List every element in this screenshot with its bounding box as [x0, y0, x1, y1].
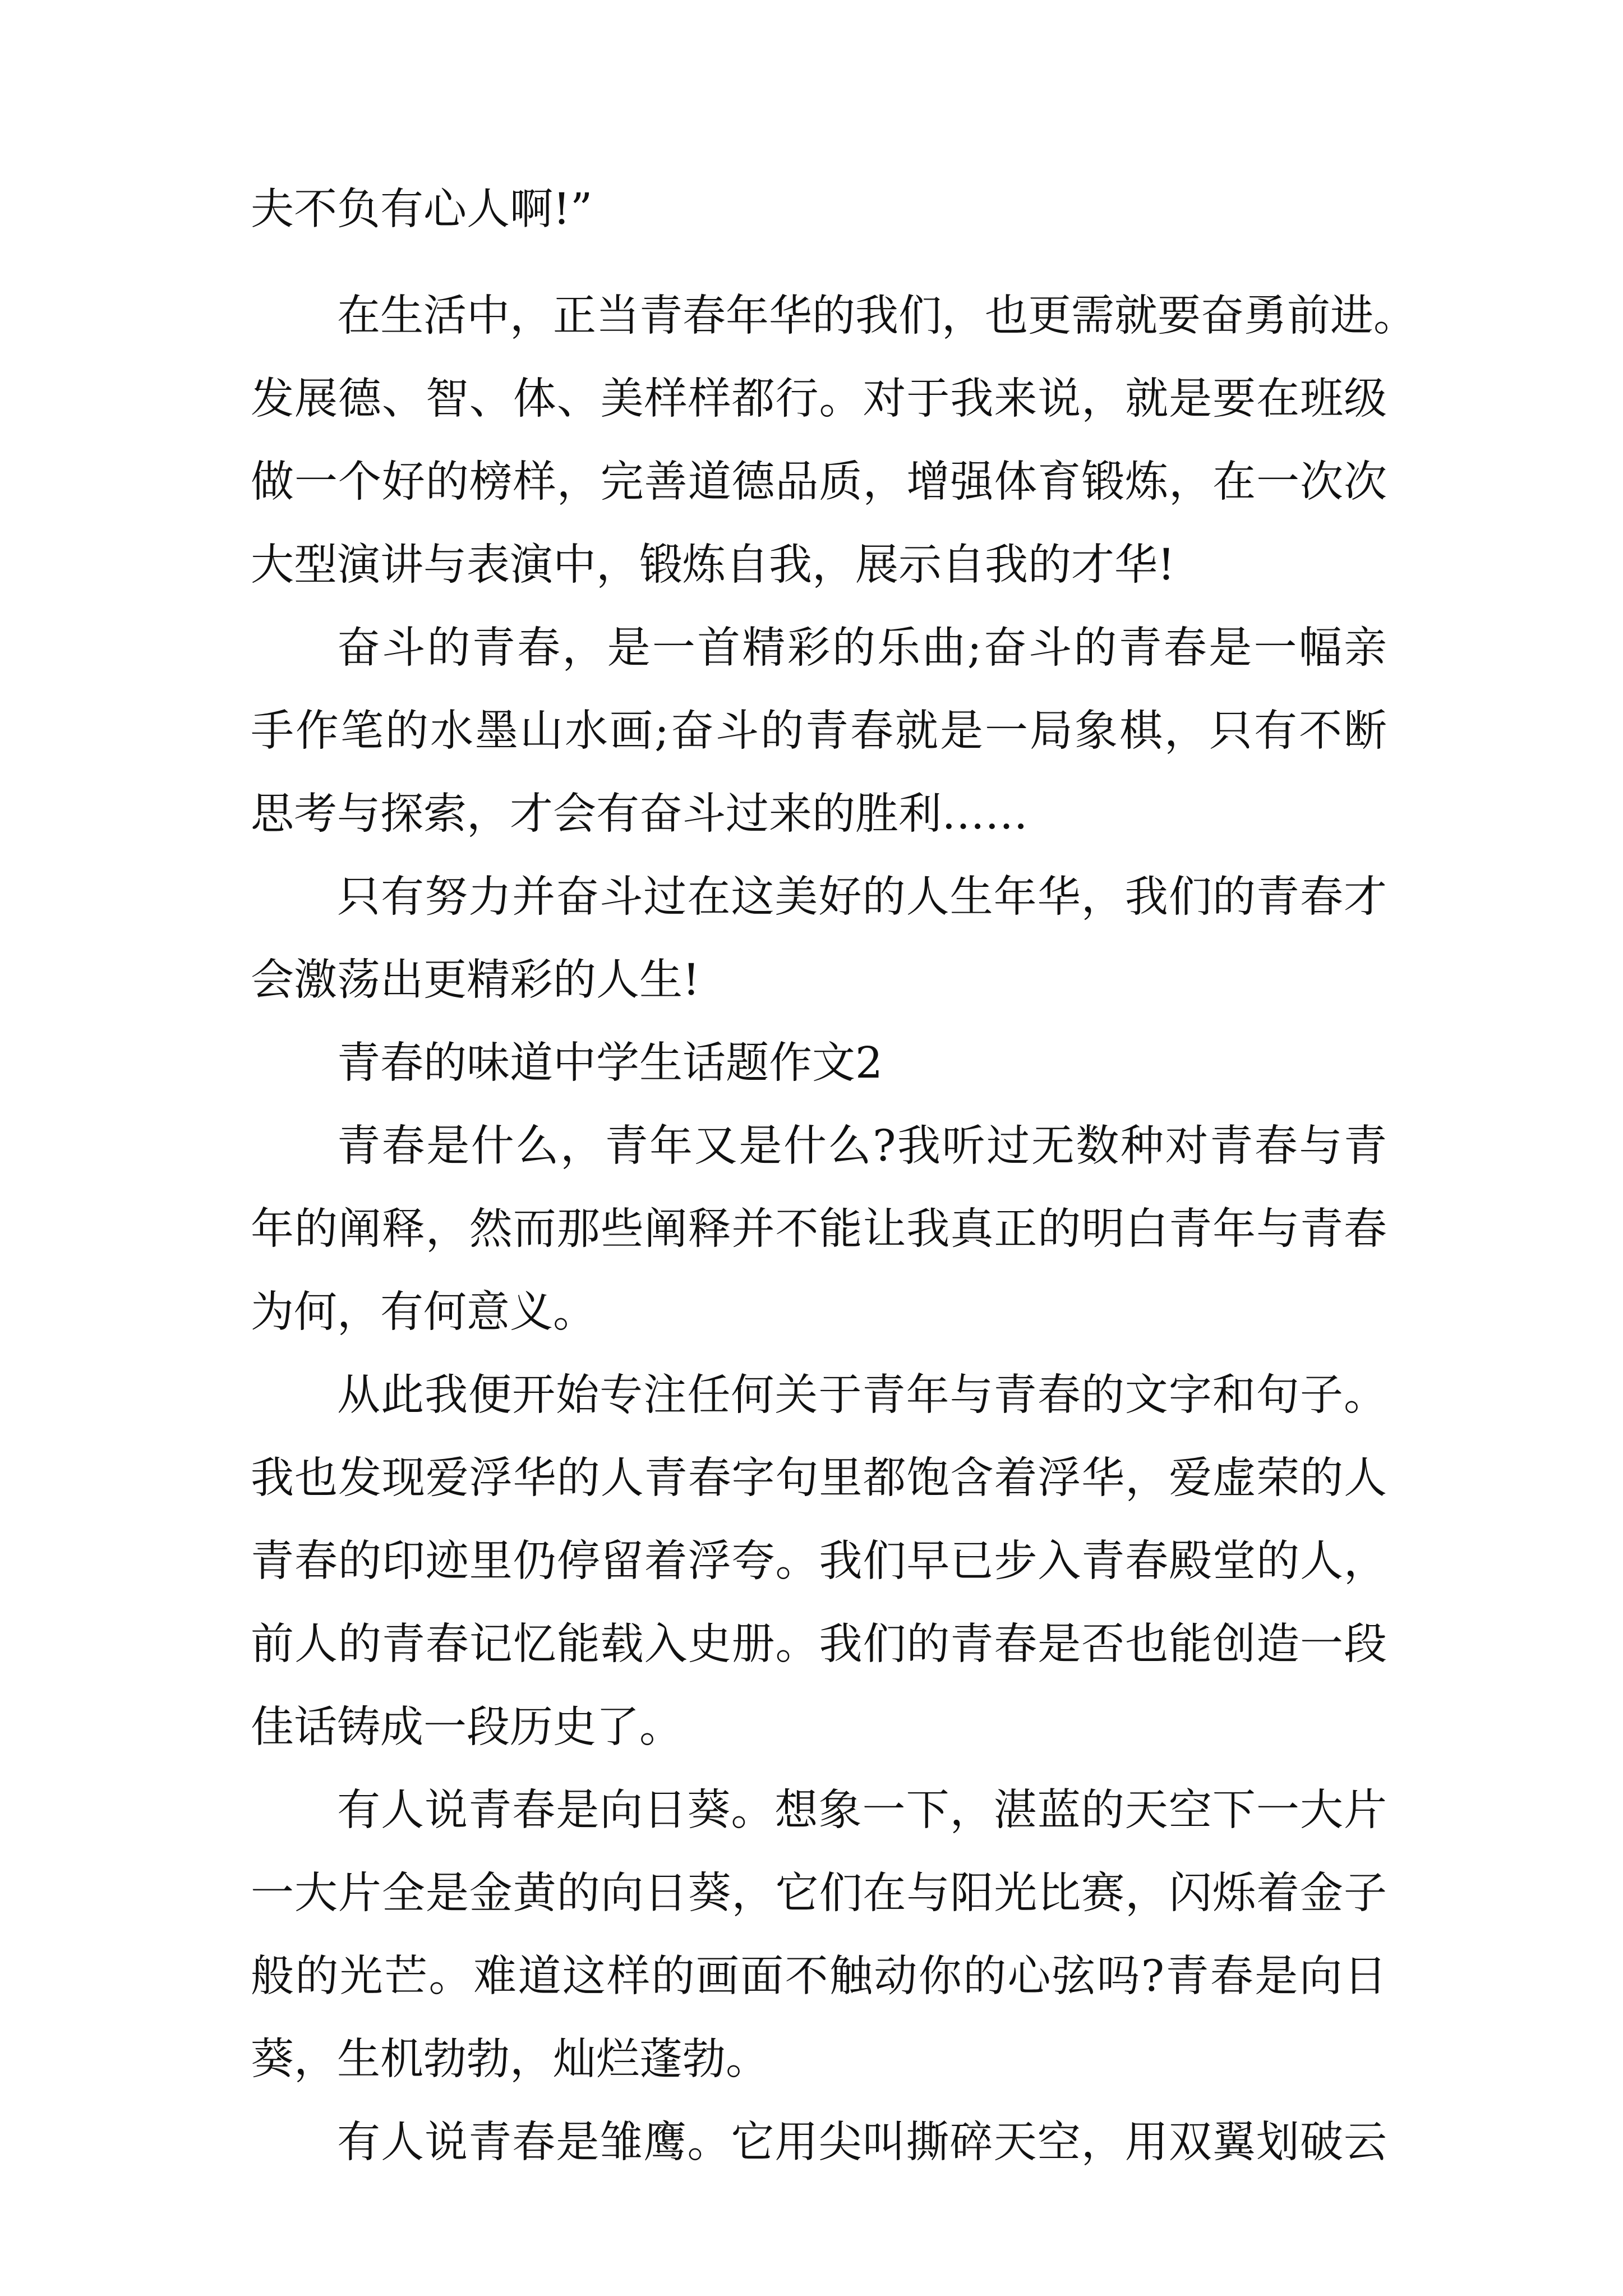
paragraph [251, 1105, 1387, 1354]
document-body [251, 168, 1417, 2184]
paragraph [251, 2101, 1387, 2184]
text-line: 青春是什么，青年又是什么?我听过无数种对青春与青 [337, 1121, 1387, 1171]
text-line: 从此我便开始专注任何关于青年与青春的文字和句子。 [337, 1370, 1387, 1420]
text-line: 夫不负有心人啊!” [251, 185, 593, 234]
text-line: 青春的印迹里仍停留着浮夸。我们早已步入青春殿堂的人， [251, 1536, 1387, 1586]
text-line: 手作笔的水墨山水画;奋斗的青春就是一局象棋，只有不断 [251, 706, 1387, 756]
text-line: 年的阐释，然而那些阐释并不能让我真正的明白青年与青春 [251, 1204, 1387, 1254]
text-line: 会激荡出更精彩的人生! [251, 955, 700, 1005]
text-line: 发展德、智、体、美样样都行。对于我来说，就是要在班级 [251, 374, 1387, 424]
text-line: 葵，生机勃勃，灿烂蓬勃。 [251, 2035, 769, 2085]
text-line: 前人的青春记忆能载入史册。我们的青春是否也能创造一段 [251, 1619, 1387, 1669]
text-line: 只有努力并奋斗过在这美好的人生年华，我们的青春才 [337, 872, 1387, 922]
text-line: 般的光芒。难道这样的画面不触动你的心弦吗?青春是向日 [251, 1952, 1387, 2001]
paragraph-continuation [251, 168, 1387, 251]
text-line: 大型演讲与表演中，锻炼自我，展示自我的才华! [251, 540, 1175, 590]
text-line: 为何，有何意义。 [251, 1287, 596, 1337]
paragraph [251, 1769, 1387, 2101]
paragraph [251, 1354, 1387, 1769]
text-line: 奋斗的青春，是一首精彩的乐曲;奋斗的青春是一幅亲 [337, 623, 1387, 673]
text-line: 佳话铸成一段历史了。 [251, 1703, 683, 1752]
text-line: 我也发现爱浮华的人青春字句里都饱含着浮华，爱虚荣的人 [251, 1453, 1387, 1503]
text-line: 有人说青春是向日葵。想象一下，湛蓝的天空下一大片 [337, 1786, 1387, 1835]
section-heading-text: 青春的味道中学生话题作文2 [337, 1038, 883, 1088]
text-line: 做一个好的榜样，完善道德品质，增强体育锻炼，在一次次 [251, 457, 1387, 507]
paragraph [251, 275, 1417, 607]
paragraph [251, 607, 1387, 856]
text-line: 有人说青春是雏鹰。它用尖叫撕碎天空，用双翼划破云 [337, 2118, 1387, 2168]
text-line: 一大片全是金黄的向日葵，它们在与阳光比赛，闪烁着金子 [251, 1869, 1387, 1918]
text-line: 在生活中，正当青春年华的我们，也更需就要奋勇前进。 [337, 291, 1417, 341]
section-heading [251, 1022, 1387, 1105]
paragraph [251, 856, 1387, 1022]
text-line: 思考与探索，才会有奋斗过来的胜利…… [251, 789, 1028, 839]
